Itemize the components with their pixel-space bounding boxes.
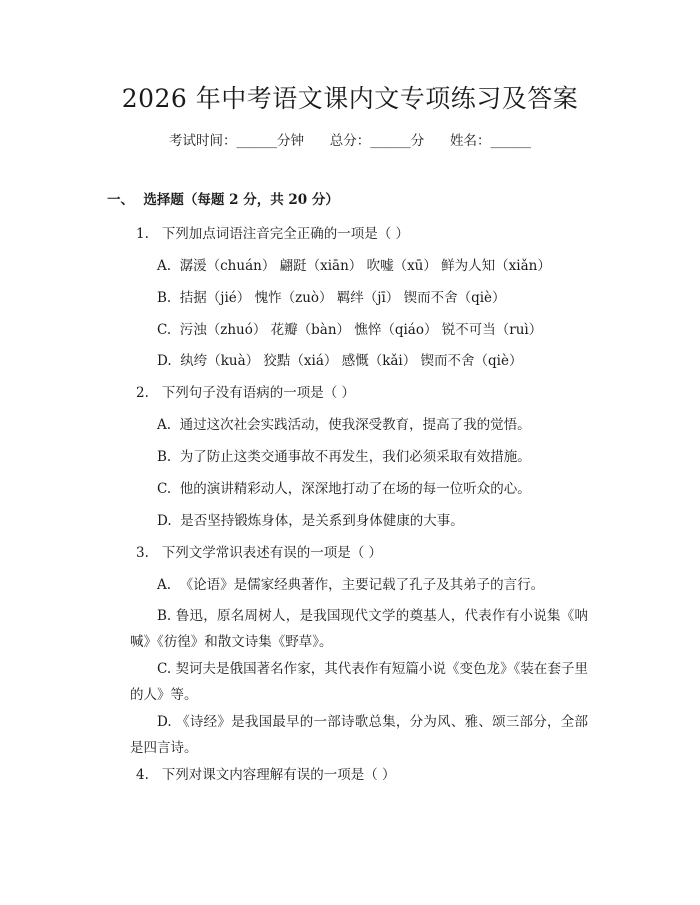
question-2-option-b: B. 为了防止这类交通事故不再发生，我们必须采取有效措施。 bbox=[157, 449, 531, 465]
section-heading: 一、 选择题（每题 2 分，共 20 分） bbox=[107, 192, 339, 208]
page-title: 2026 年中考语文课内文专项练习及答案 bbox=[121, 84, 579, 113]
question-3-option-a: A. 《论语》是儒家经典著作，主要记载了孔子及其弟子的言行。 bbox=[157, 577, 545, 593]
question-1-stem: 1. 下列加点词语注音完全正确的一项是（ ） bbox=[136, 226, 410, 242]
question-3-option-c: C. 契诃夫是俄国著名作家，其代表作有短篇小说《变色龙》《装在套子里的人》等。 bbox=[130, 661, 588, 703]
question-1-option-b: B. 拮据（jié） 愧怍（zuò） 羁绊（jī） 锲而不舍（qiè） bbox=[157, 290, 506, 306]
question-2-option-c: C. 他的演讲精彩动人，深深地打动了在场的每一位听众的心。 bbox=[157, 481, 531, 497]
student-name: 姓名：______ bbox=[450, 133, 531, 149]
question-4-stem: 4. 下列对课文内容理解有误的一项是（ ） bbox=[136, 767, 396, 783]
exam-meta bbox=[0, 131, 700, 151]
question-3-stem: 3. 下列文学常识表述有误的一项是（ ） bbox=[136, 545, 383, 561]
question-2-stem: 2. 下列句子没有语病的一项是（ ） bbox=[136, 385, 356, 401]
question-3-option-b: B. 鲁迅，原名周树人，是我国现代文学的奠基人，代表作有小说集《呐喊》《彷徨》和散文诗集《野草》。 bbox=[130, 608, 588, 650]
question-2-option-a: A. 通过这次社会实践活动，使我深受教育，提高了我的觉悟。 bbox=[157, 417, 531, 433]
question-1-option-a: A. 潺湲（chuán） 翩跹（xiān） 吹嘘（xū） 鲜为人知（xiǎn） bbox=[157, 258, 551, 274]
question-1-option-d: D. 纨绔（kuà） 狡黠（xiá） 感慨（kǎi） 锲而不舍（qiè） bbox=[157, 353, 523, 369]
question-1-option-c: C. 污浊（zhuó） 花瓣（bàn） 憔悴（qiáo） 锐不可当（ruì） bbox=[157, 322, 543, 338]
total-score: 总分：______分 bbox=[329, 133, 425, 149]
question-3-option-d: D. 《诗经》是我国最早的一部诗歌总集，分为风、雅、颂三部分，全部是四言诗。 bbox=[130, 714, 588, 756]
exam-time: 考试时间：______分钟 bbox=[169, 133, 304, 149]
question-2-option-d: D. 是否坚持锻炼身体，是关系到身体健康的大事。 bbox=[157, 513, 464, 529]
